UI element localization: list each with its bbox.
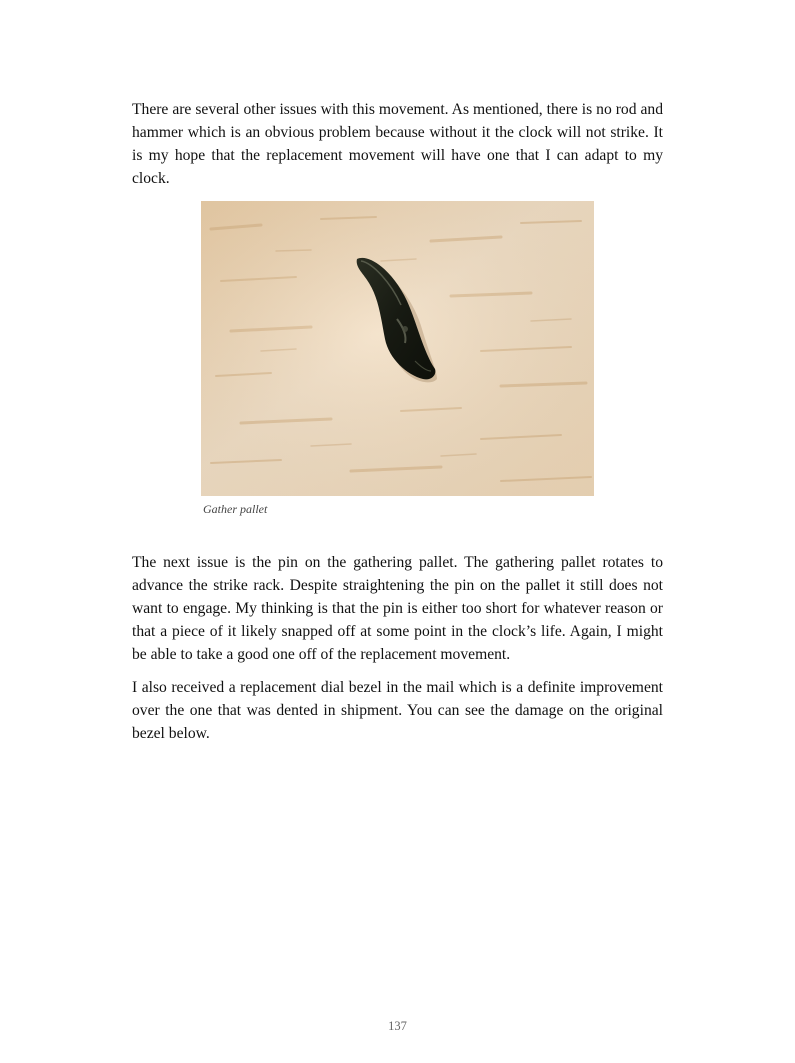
body-paragraph-1: There are several other issues with this movement. As mentioned, there is no rod and hammer which is an obvious problem because without it the clock will not strike. It is my hope that the replacement movement will have one that I can adapt to my clock. bbox=[132, 101, 663, 187]
figure-caption: Gather pallet bbox=[203, 502, 268, 516]
body-paragraph-3: I also received a replacement dial bezel in the mail which is a definite improvement over the one that was dented in shipment. You can see the damage on the original bezel below. bbox=[132, 679, 663, 742]
page-number: 137 bbox=[388, 1019, 407, 1033]
body-paragraph-2: The next issue is the pin on the gathering pallet. The gathering pallet rotates to advance the strike rack. Despite straightening the pin on the pallet it still does not want to engage. My thinking is that the pin is either too short for whatever reason or that a piece of it likely snapped off at some point in the clock’s life. Again, I might be able to take a good one off of the replacement movement. bbox=[132, 554, 663, 663]
gather-pallet-photo bbox=[201, 201, 594, 496]
